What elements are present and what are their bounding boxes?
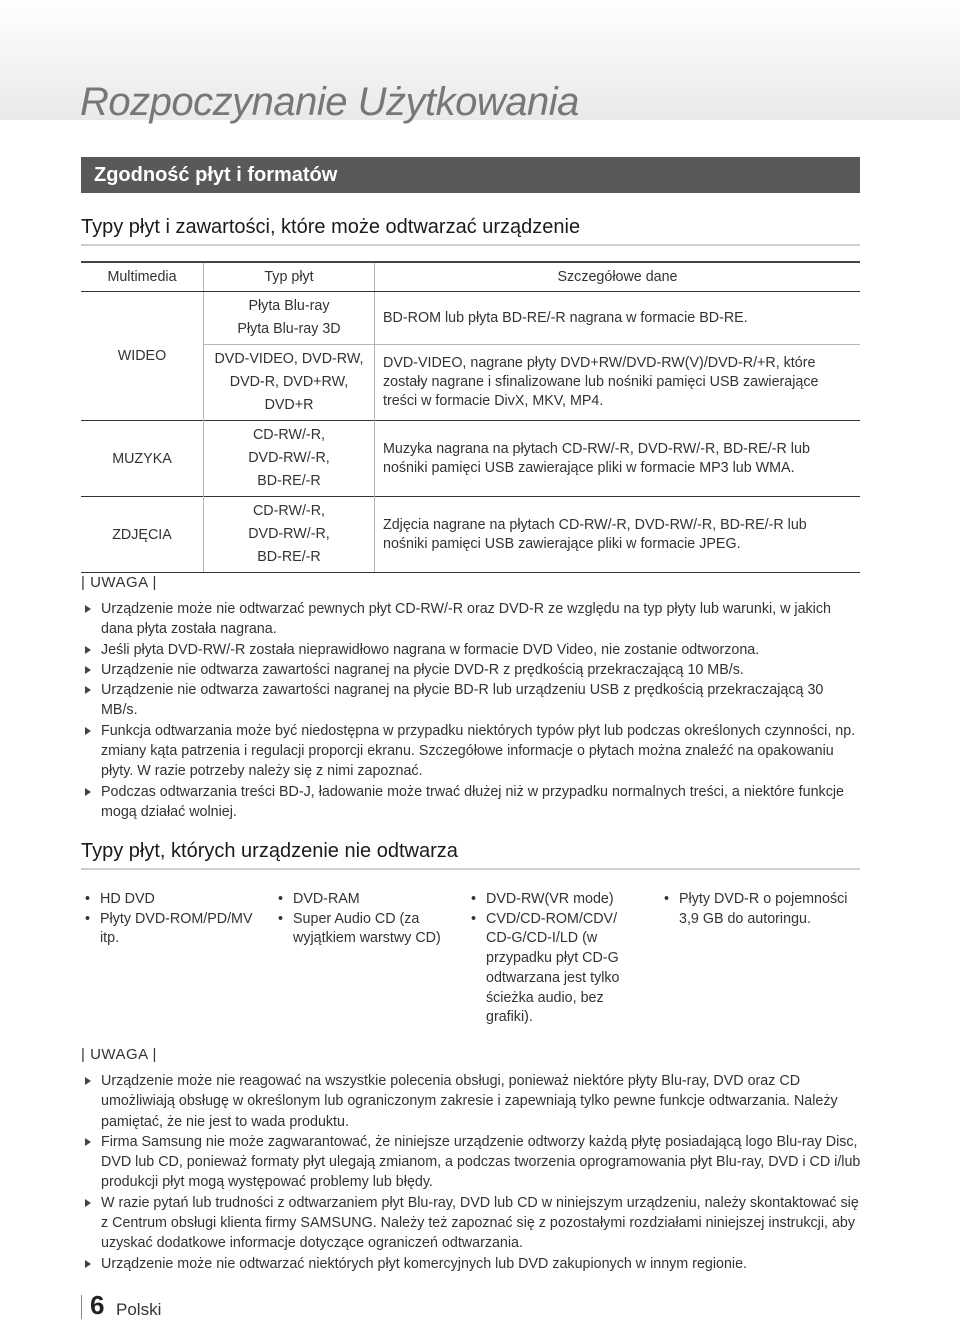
type-line: DVD-R, DVD+RW, bbox=[229, 374, 349, 390]
type-line: DVD-VIDEO, DVD-RW, bbox=[214, 351, 364, 367]
list-item: • DVD-RW(VR mode) bbox=[467, 890, 642, 910]
note-heading: | UWAGA | bbox=[81, 574, 157, 591]
list-item: • CVD/CD-ROM/CDV/ CD-G/CD-I/LD (w przypadku płyt CD-G odtwarzana jest tylko ścieżka audio, bez grafiki). bbox=[467, 910, 642, 1028]
note-item: Podczas odtwarzania treści BD-J, ładowanie może trwać dłużej niż w przypadku normalnych treści, a niektóre funkcje mogą działać wolniej. bbox=[81, 782, 861, 823]
type-line: BD-RE/-R bbox=[257, 473, 321, 489]
table-row bbox=[81, 421, 860, 497]
category-cell: ZDJĘCIA bbox=[81, 497, 204, 573]
list-item: • Super Audio CD (za wyjątkiem warstwy CD) bbox=[274, 910, 454, 949]
type-line: DVD-RW/-R, bbox=[248, 450, 330, 466]
category-cell: WIDEO bbox=[117, 348, 167, 364]
type-cell bbox=[204, 292, 375, 345]
unsupported-column bbox=[660, 890, 850, 929]
list-item: • DVD-RAM bbox=[274, 890, 454, 910]
note-item: Urządzenie nie odtwarza zawartości nagranej na płycie BD-R lub urządzeniu USB z prędkością przekraczającą 30 MB/s. bbox=[81, 680, 861, 721]
detail-cell: Muzyka nagrana na płytach CD-RW/-R, DVD-RW/-R, BD-RE/-R lub nośniki pamięci USB zawierające pliki w formacie MP3 lub WMA. bbox=[375, 421, 861, 497]
type-cell bbox=[204, 497, 375, 573]
note-heading: | UWAGA | bbox=[81, 1046, 157, 1063]
header-details: Szczegółowe dane bbox=[375, 262, 861, 292]
header-multimedia: Multimedia bbox=[81, 262, 204, 292]
detail-cell: Zdjęcia nagrane na płytach CD-RW/-R, DVD-RW/-R, BD-RE/-R lub nośniki pamięci USB zawierające pliki w formacie JPEG. bbox=[375, 497, 861, 573]
type-line: DVD-RW/-R, bbox=[248, 526, 330, 542]
type-cell bbox=[204, 421, 375, 497]
section-title-bar bbox=[81, 157, 860, 193]
section-title: Zgodność płyt i formatów bbox=[94, 164, 338, 186]
type-cell bbox=[204, 345, 375, 421]
subtitle-rule bbox=[81, 244, 860, 246]
header-disc-type: Typ płyt bbox=[204, 262, 375, 292]
type-line: Płyta Blu-ray bbox=[248, 298, 330, 314]
table-row bbox=[81, 497, 860, 573]
unsupported-column bbox=[81, 890, 261, 949]
type-line: BD-RE/-R bbox=[257, 549, 321, 565]
format-table bbox=[81, 261, 860, 573]
subtitle-rule bbox=[81, 868, 860, 870]
subtitle-supported: Typy płyt i zawartości, które może odtwarzać urządzenie bbox=[81, 216, 581, 238]
page-language: Polski bbox=[116, 1300, 162, 1319]
table-header-row bbox=[81, 262, 860, 292]
page-number: 6 bbox=[90, 1290, 105, 1320]
detail-cell: BD-ROM lub płyta BD-RE/-R nagrana w formacie BD-RE. bbox=[375, 292, 861, 345]
note-list bbox=[81, 1071, 861, 1274]
subtitle-unsupported: Typy płyt, których urządzenie nie odtwarza bbox=[81, 840, 458, 862]
note-item: Urządzenie może nie odtwarzać pewnych płyt CD-RW/-R oraz DVD-R ze względu na typ płyty lub warunki, w jakich dana płyta została nagrana. bbox=[81, 599, 861, 640]
note-item: Urządzenie może nie odtwarzać niektórych płyt komercyjnych lub DVD zakupionych w innym regionie. bbox=[81, 1254, 861, 1274]
list-item: • Płyty DVD-ROM/PD/MV itp. bbox=[81, 910, 261, 949]
type-line: Płyta Blu-ray 3D bbox=[237, 321, 341, 337]
table-row bbox=[81, 292, 860, 345]
note-item: Firma Samsung nie może zagwarantować, że niniejsze urządzenie odtworzy każdą płytę posiadającą logo Blu-ray Disc, DVD lub CD, ponieważ formaty płyt ulegają zmianom, a podczas tworzenia oprogramowania płyt Blu-ray, DVD i CD i/lub produkcji płyt mogą występować problemy lub błędy. bbox=[81, 1132, 861, 1193]
list-item: • HD DVD bbox=[81, 890, 261, 910]
type-line: DVD+R bbox=[264, 397, 314, 413]
type-line: CD-RW/-R, bbox=[252, 427, 325, 443]
chapter-title: Rozpoczynanie Użytkowania bbox=[80, 80, 579, 124]
detail-cell: DVD-VIDEO, nagrane płyty DVD+RW/DVD-RW(V)/DVD-R/+R, które zostały nagrane i sfinalizowane lub nośniki pamięci USB zawierające treści w formacie DivX, MKV, MP4. bbox=[375, 345, 861, 421]
note-item: Urządzenie nie odtwarza zawartości nagranej na płycie DVD-R z prędkością przekraczającą 10 MB/s. bbox=[81, 660, 861, 680]
unsupported-column bbox=[274, 890, 454, 949]
note-item: W razie pytań lub trudności z odtwarzaniem płyt Blu-ray, DVD lub CD w niniejszym urządzeniu, należy skontaktować się z Centrum obsługi klienta firmy SAMSUNG. Należy też zapoznać się z pozostałymi rozdziałami niniejszej instrukcji, aby uzyskać dodatkowe informacje dotyczące ograniczeń odtwarzania. bbox=[81, 1193, 861, 1254]
category-cell: MUZYKA bbox=[112, 450, 172, 467]
note-item: Funkcja odtwarzania może być niedostępna w przypadku niektórych typów płyt lub podczas określonych czynności, np. zmiany kąta patrzenia i regulacji proporcji ekranu. Szczegółowe informacje o płytach można znaleźć na opakowaniu płyty. W razie potrzeby należy się z nimi zapoznać. bbox=[81, 721, 861, 782]
footer-divider bbox=[81, 1295, 82, 1319]
note-item: Urządzenie może nie reagować na wszystkie polecenia obsługi, ponieważ niektóre płyty Blu-ray, DVD oraz CD umożliwiają obsługę w określonym lub ograniczonym zakresie i zapewniają tylko pewne funkcje odtwarzania. Należy pamiętać, że nie jest to wada produktu. bbox=[81, 1071, 861, 1132]
list-item: • Płyty DVD-R o pojemności 3,9 GB do autoringu. bbox=[660, 890, 850, 929]
type-line: CD-RW/-R, bbox=[252, 503, 325, 519]
unsupported-column bbox=[467, 890, 642, 1028]
note-item: Jeśli płyta DVD-RW/-R została nieprawidłowo nagrana w formacie DVD Video, nie zostanie odtworzona. bbox=[81, 640, 861, 660]
note-list bbox=[81, 599, 861, 822]
